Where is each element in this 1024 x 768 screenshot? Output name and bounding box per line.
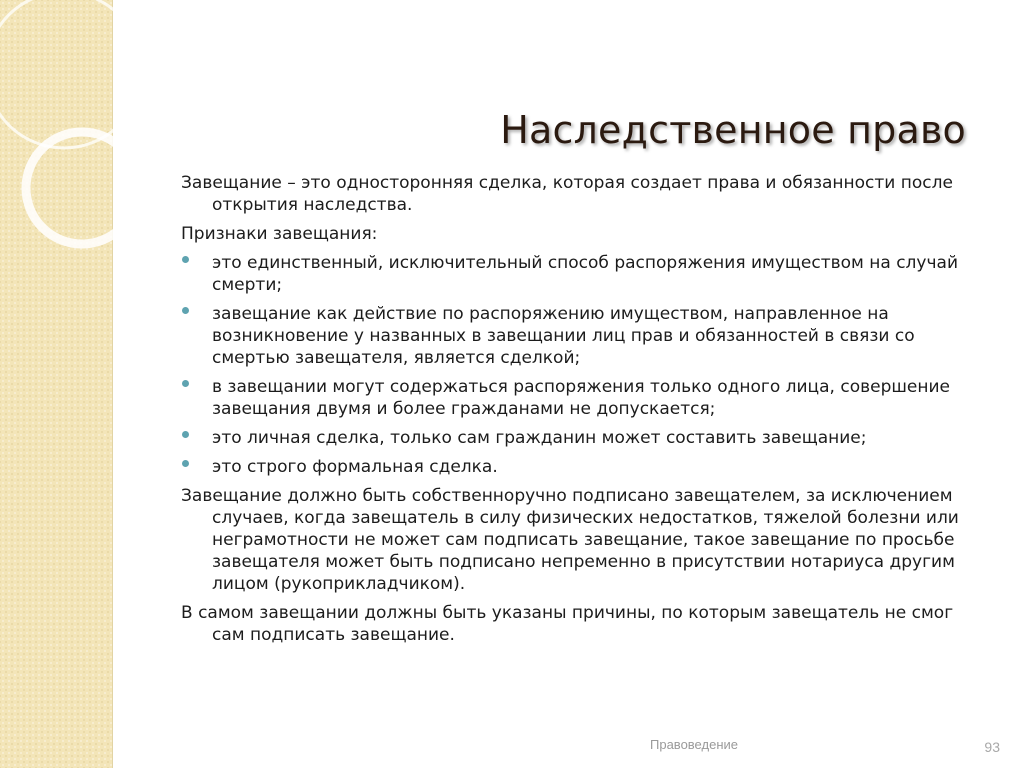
features-heading: Признаки завещания: (181, 224, 378, 244)
list-item (181, 427, 981, 449)
list-item-text: это единственный, исключительный способ распоряжения имуществом на случай смерти; (212, 253, 958, 295)
bullet-dot-icon (182, 256, 189, 263)
bullet-dot-icon (182, 460, 189, 467)
decorative-side-strip (0, 0, 112, 768)
list-item-text: завещание как действие по распоряжению имуществом, направленное на возникновение у названных в завещании лиц прав и обязанностей в связи со смертью завещателя, является сделкой; (212, 304, 915, 368)
reasons-paragraph: В самом завещании должны быть указаны причины, по которым завещатель не смог сам подписать завещание. (181, 603, 954, 645)
bullet-dot-icon (182, 431, 189, 438)
side-divider (112, 0, 115, 768)
slide-content (181, 172, 981, 653)
list-item (181, 303, 981, 369)
list-item (181, 456, 981, 478)
definition-paragraph: Завещание – это односторонняя сделка, которая создает права и обязанности после открытия наследства. (181, 173, 953, 215)
list-item-text: в завещании могут содержаться распоряжения только одного лица, совершение завещания двумя и более гражданами не допускается; (212, 377, 950, 419)
page-number: 93 (984, 739, 1000, 755)
list-item-text: это личная сделка, только сам гражданин может составить завещание; (212, 428, 867, 448)
signature-paragraph: Завещание должно быть собственноручно подписано завещателем, за исключением случаев, когда завещатель в силу физических недостатков, тяжелой болезни или неграмотности не может сам подписать завещание, такое завещание по просьбе завещателя может быть подписано непременно в присутствии нотариуса другим лицом (рукоприкладчиком). (181, 486, 959, 594)
list-item-text: это строго формальная сделка. (212, 457, 498, 477)
features-list (181, 252, 981, 478)
slide-title: Наследственное право (500, 108, 966, 152)
list-item (181, 252, 981, 296)
bullet-dot-icon (182, 307, 189, 314)
list-item (181, 376, 981, 420)
bullet-dot-icon (182, 380, 189, 387)
footer-subject: Правоведение (650, 737, 738, 752)
